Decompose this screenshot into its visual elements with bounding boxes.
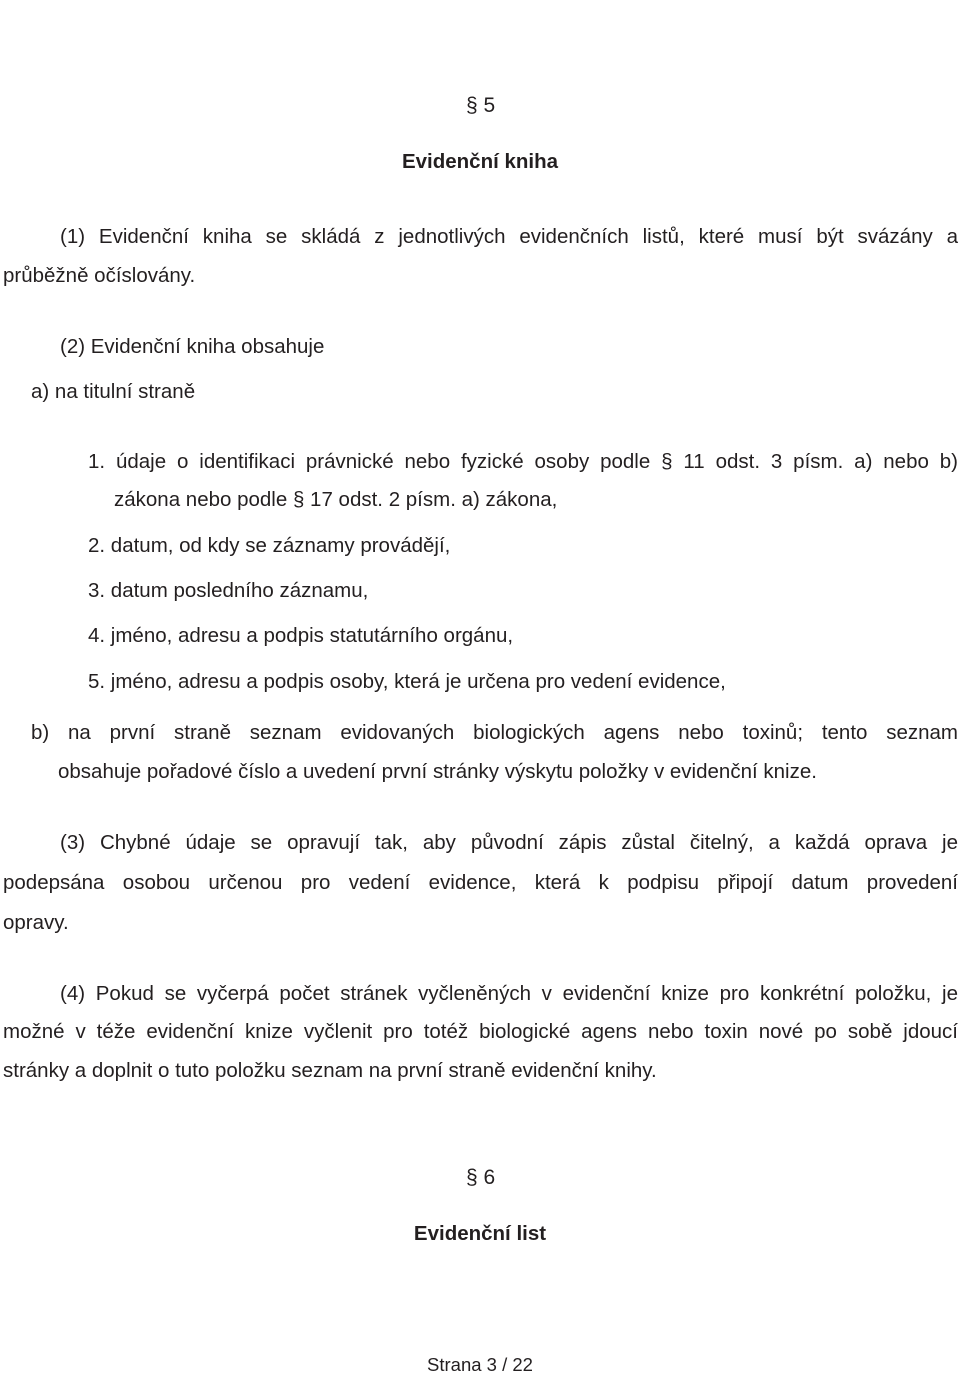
paragraph-3-line: podepsána osobou určenou pro vedení evidence, která k podpisu připojí datum provedení <box>3 871 958 894</box>
paragraph-4-line: možné v téže evidenční knize vyčlenit pro totéž biologické agens nebo toxin nové po sobě jdoucí <box>3 1020 958 1043</box>
list-item: 5. jméno, adresu a podpis osoby, která je určena pro vedení evidence, <box>88 670 726 693</box>
paragraph-4-line: (4) Pokud se vyčerpá počet stránek vyčleněných v evidenční knize pro konkrétní položku, je <box>60 982 958 1005</box>
section-number: § 5 <box>466 94 496 117</box>
list-item: 2. datum, od kdy se záznamy provádějí, <box>88 534 451 557</box>
list-heading-b-continuation: obsahuje pořadové číslo a uvedení první stránky výskytu položky v evidenční knize. <box>58 760 817 783</box>
section-title: Evidenční kniha <box>401 150 559 173</box>
section-number: § 6 <box>466 1166 496 1189</box>
paragraph-3-line: (3) Chybné údaje se opravují tak, aby původní zápis zůstal čitelný, a každá oprava je <box>60 831 958 854</box>
list-item-continuation: zákona nebo podle § 17 odst. 2 písm. a) zákona, <box>114 488 558 511</box>
list-item: 4. jméno, adresu a podpis statutárního orgánu, <box>88 624 514 647</box>
list-heading-b: b) na první straně seznam evidovaných biologických agens nebo toxinů; tento seznam <box>31 721 958 744</box>
list-heading-a: a) na titulní straně <box>31 380 196 403</box>
paragraph-1-line: (1) Evidenční kniha se skládá z jednotlivých evidenčních listů, které musí být svázány a <box>60 225 958 248</box>
list-item: 3. datum posledního záznamu, <box>88 579 369 602</box>
page-number: Strana 3 / 22 <box>427 1354 533 1375</box>
list-item: 1. údaje o identifikaci právnické nebo fyzické osoby podle § 11 odst. 3 písm. a) nebo b) <box>88 450 958 473</box>
section-title: Evidenční list <box>413 1222 547 1245</box>
paragraph-3-line: opravy. <box>3 911 69 934</box>
paragraph-4-line: stránky a doplnit o tuto položku seznam na první straně evidenční knihy. <box>3 1059 657 1082</box>
paragraph-1-line: průběžně očíslovány. <box>3 264 196 287</box>
paragraph-2-intro: (2) Evidenční kniha obsahuje <box>60 335 325 358</box>
